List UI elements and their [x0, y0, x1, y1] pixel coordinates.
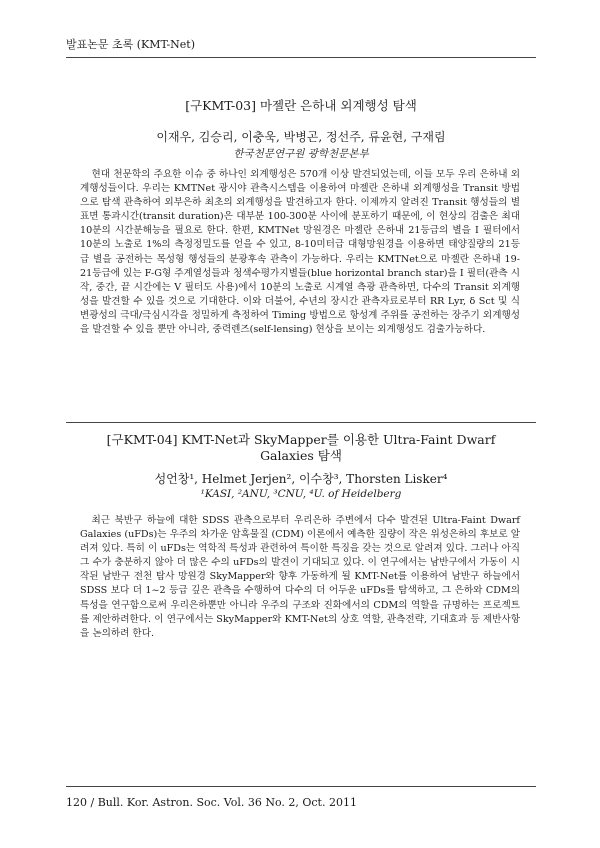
- abstract1-affiliation: 한국천문연구원 광학천문본부: [233, 148, 369, 160]
- running-header: 발표논문 초록 (KMT-Net): [66, 38, 196, 51]
- abstract2-affiliation: ¹KASI, ²ANU, ³CNU, ⁴U. of Heidelberg: [200, 488, 402, 500]
- abstract1-authors: 이재우, 김승리, 이충욱, 박병곤, 정선주, 류윤현, 구재림: [156, 130, 446, 144]
- page-footer: 120 / Bull. Kor. Astron. Soc. Vol. 36 No. 2, Oct. 2011: [66, 796, 357, 809]
- footer-rule: [66, 786, 536, 787]
- abstract1-body: 현대 천문학의 주요한 이슈 중 하나인 외계행성은 570개 이상 발견되었는데, 이들 모두 우리 은하내 외계행성들이다. 우리는 KMTNet 광시야 관측시스템을 이용하여 마젤란 은하내 외계행성을 Transit 방법으로 탐색 관측하여 외부은하 최초의 외계행성을 발견하고자 한다. 이제까지 알려진 Transit 행성들의 별표면 통과시간(transit duration)은 대부분 100-300분 사이에 분포하기 때문에, 이 현상의 검출은 최대 10분의 시간분해능을 필요로 한다. 한편, KMTNet 망원경은 마젤란 은하내 21등급의 별을 I 필터에서 10분의 노출로 1%의 측정정밀도를 얻을 수 있고, 8-10미터급 대형망원경을 이용하면 태양질량의 21등급 별을 공전하는 목성형 행성들의 분광후속 관측이 가능하다. 우리는 KMTNet으로 마젤란 은하내 19-21등급에 있는 F-G형 주계열성들과 청색수평가지별들(blue horizontal branch star)을 I 필터(관측 시작, 중간, 끝 시간에는 V 필터도 사용)에서 10분의 노출로 시계열 측광 관측하면, 다수의 Transit 외계행성을 발견할 수 있을 것으로 기대한다. 이와 더불어, 수년의 장시간 관측자료로부터 RR Lyr, δ Sct 및 식변광성의 극대/극심시각을 정밀하게 측정하여 Timing 방법으로 항성계 주위를 공전하는 장주기 외계행성을 발견할 수 있을 뿐만 아니라, 중력렌즈(self-lensing) 현상을 보이는 외계행성도 검출가능하다.: [80, 169, 520, 336]
- abstract2-title-line2: Galaxies 탐색: [260, 448, 342, 463]
- abstract2-body: 최근 북반구 하늘에 대한 SDSS 관측으로부터 우리은하 주변에서 다수 발견된 Ultra-Faint Dwarf Galaxies (uFDs)는 우주의 차가운 암흑물질 (CDM) 이론에서 예측한 질량이 작은 위성은하의 후보로 알려져 있다. 특히 이 uFDs는 역학적 특성과 관련하여 특이한 특징을 갖는 것으로 알려져 있다. 그러나 아직 그 수가 충분하지 않아 더 많은 수의 uFDs의 발견이 기대되고 있다. 이 연구에서는 남반구에서 가동이 시작된 남반구 전천 탐사 망원경 SkyMapper와 향후 가동하게 될 KMT-Net를 이용하여 남반구 하늘에서 SDSS 보다 더 1~2 등급 깊은 관측을 수행하여 다수의 더 어두운 uFDs를 탐색하고, 그 은하와 CDM의 특성을 연구함으로써 우리은하뿐만 아니라 우주의 구조와 진화에서의 CDM의 역할을 규명하는 프로젝트를 제안하려한다. 이 연구에서는 SkyMapper와 KMT-Net의 상호 역할, 관측전략, 기대효과 등 제반사항을 논의하려 한다.: [80, 515, 520, 639]
- abstract2-authors: 성언창¹, Helmet Jerjen², 이수창³, Thorsten Lisker⁴: [154, 472, 448, 486]
- abstract2-title-line1: [구KMT-04] KMT-Net과 SkyMapper를 이용한 Ultra-Faint Dwarf: [106, 432, 496, 447]
- header-rule: [66, 57, 536, 58]
- abstract1-title: [구KMT-03] 마젤란 은하내 외계행성 탐색: [185, 98, 417, 113]
- section-divider: [66, 422, 536, 423]
